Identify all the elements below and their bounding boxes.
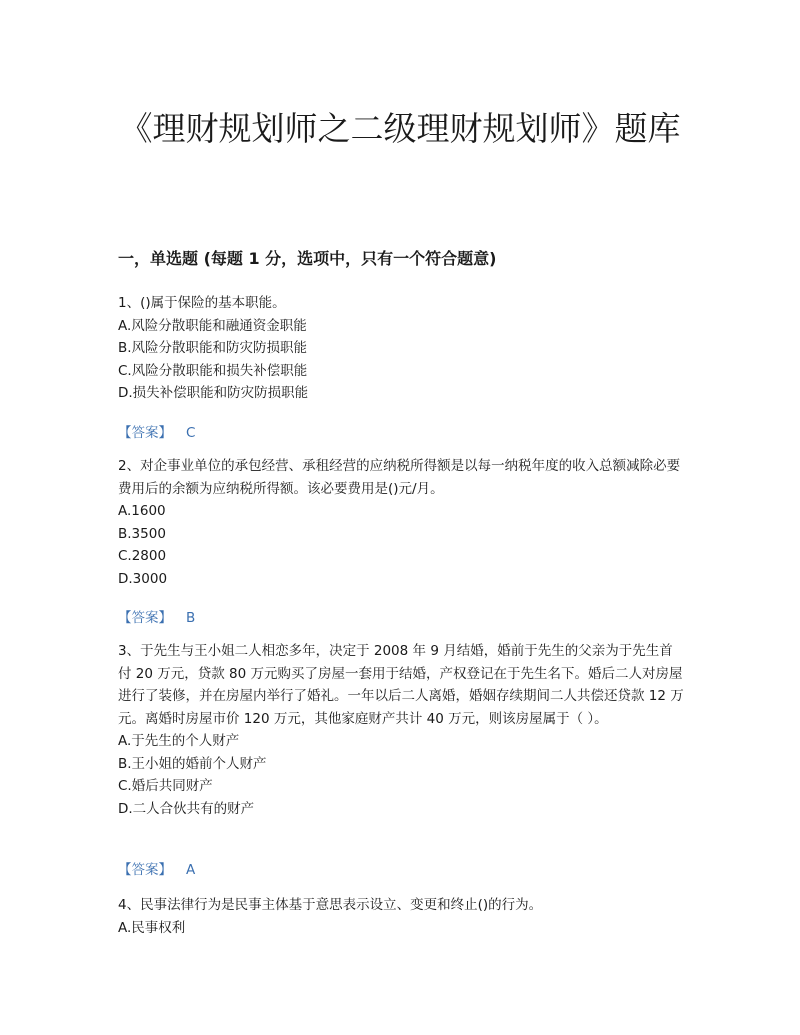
answer-label: 【答案】: [118, 610, 172, 626]
option-d: D.二人合伙共有的财产: [118, 800, 255, 817]
question-stem: 2、对企事业单位的承包经营、承租经营的应纳税所得额是以每一纳税年度的收入总额减除必要费用后的余额为应纳税所得额。该必要费用是()元/月。: [118, 458, 681, 497]
question-stem: 3、于先生与王小姐二人相恋多年，决定于 2008 年 9 月结婚，婚前于先生的父亲为于先生首付 20 万元，贷款 80 万元购买了房屋一套用于结婚，产权登记在于先生名下。婚后二人对房屋进行了装修，并在房屋内举行了婚礼。一年以后二人离婚，婚姻存续期间二人共偿还贷款 12 万元。离婚时房屋市价 120 万元，其他家庭财产共计 40 万元，则该房屋属于（ ）。: [118, 643, 684, 727]
document-title: 《理财规划师之二级理财规划师》题库: [119, 109, 681, 148]
option-a: A.1600: [118, 503, 166, 519]
option-d: D.3000: [118, 570, 168, 587]
option-b: B.风险分散职能和防灾防损职能: [118, 340, 308, 356]
answer-value: C: [186, 425, 196, 441]
question-2: [118, 455, 684, 590]
option-b: B.王小姐的婚前个人财产: [118, 755, 267, 772]
answer-2: [118, 606, 195, 626]
option-c: C.婚后共同财产: [118, 778, 213, 794]
section-heading: 一，单选题 (每题 1 分，选项中，只有一个符合题意): [118, 249, 497, 268]
option-c: C.2800: [118, 548, 167, 564]
option-a: A.民事权利: [118, 919, 186, 936]
answer-label: 【答案】: [118, 425, 172, 441]
question-3: [118, 640, 684, 820]
option-a: A.于先生的个人财产: [118, 733, 240, 749]
question-4: [118, 894, 684, 939]
question-1: [118, 292, 684, 405]
question-stem: 1、()属于保险的基本职能。: [118, 295, 286, 311]
option-a: A.风险分散职能和融通资金职能: [118, 317, 307, 334]
option-c: C.风险分散职能和损失补偿职能: [118, 362, 308, 379]
answer-3: [118, 858, 195, 878]
option-b: B.3500: [118, 525, 166, 542]
answer-value: A: [186, 862, 196, 878]
option-d: D.损失补偿职能和防灾防损职能: [118, 385, 309, 401]
question-stem: 4、民事法律行为是民事主体基于意思表示设立、变更和终止()的行为。: [118, 897, 543, 913]
answer-1: [118, 421, 195, 441]
answer-label: 【答案】: [118, 862, 172, 878]
answer-value: B: [186, 610, 196, 626]
